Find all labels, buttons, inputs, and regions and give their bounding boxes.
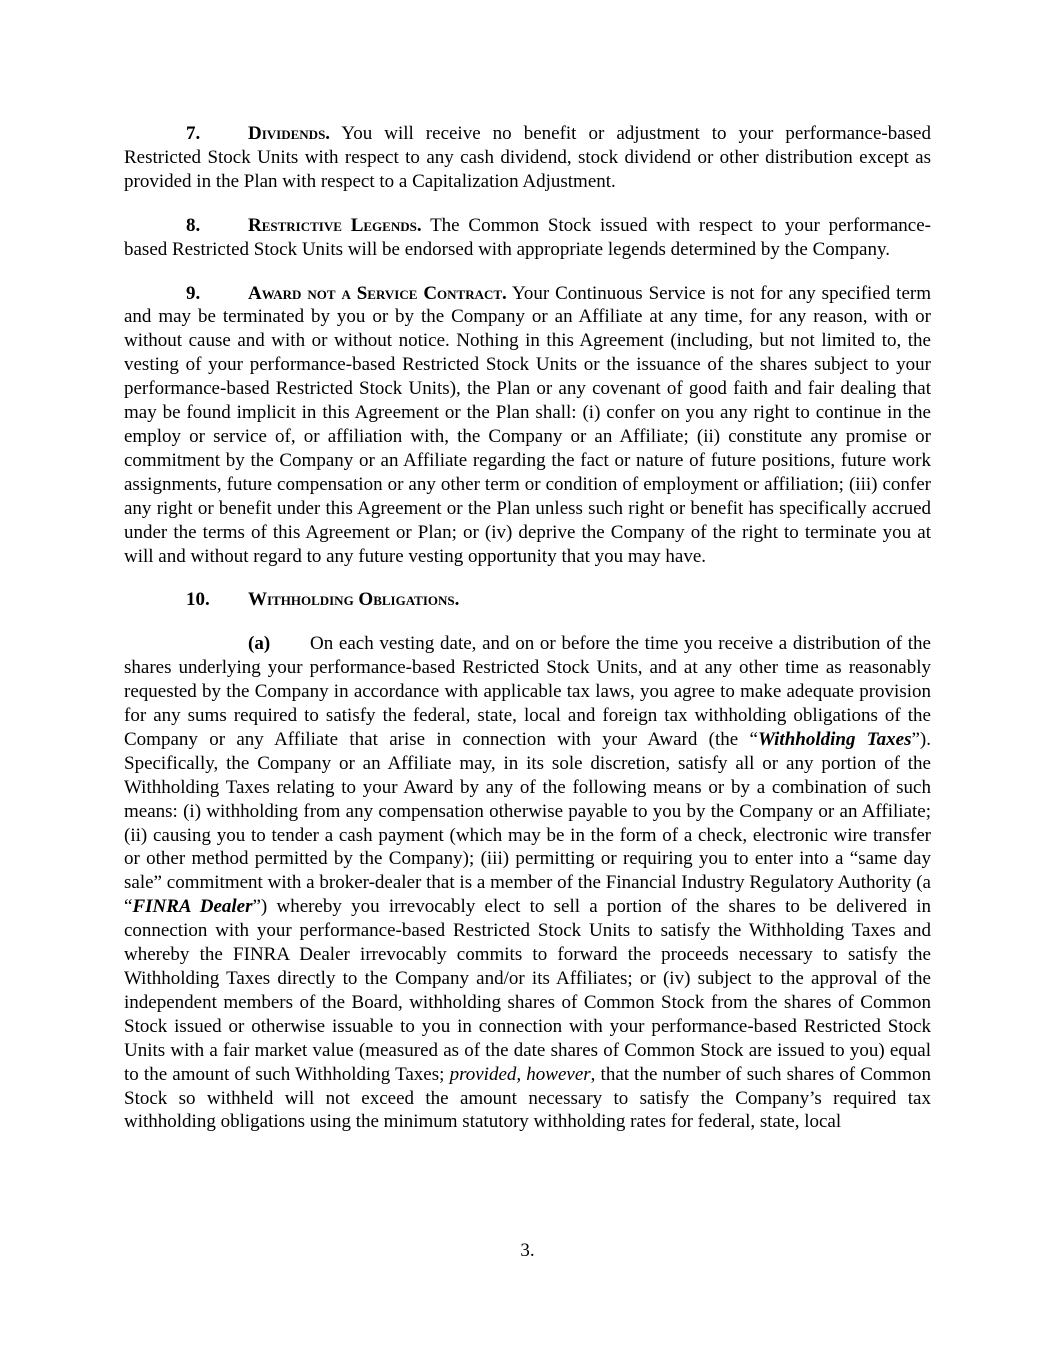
section-8-number: 8. [186,214,201,236]
section-7-text: You will receive no benefit or adjustment to your performance-based Restricted Stock Units with respect to any cash dividend, stock dividend or other distribution except as provided in the Plan with respect to a Capitalization Adjustment. [124,123,931,192]
section-10a-text-4: , that the number of such shares of Common Stock so withheld will not exceed the amount necessary to satisfy the Company’s required tax withholding obligations using the minimum statutory withholding rates for federal, state, local [124,1063,931,1133]
section-8-heading: Restrictive Legends. [248,214,422,236]
section-9-number: 9. [186,282,201,304]
section-9-text: Your Continuous Service is not for any specified term and may be terminated by you or by the Company or an Affiliate at any time, for any reason, with or without cause and with or without notice. Nothing in this Agreement (including, but not limited to, the vesting of your performance-based Restricted Stock Units or the issuance of the shares subject to your performance-based Restricted Stock Units), the Plan or any covenant of good faith and fair dealing that may be found implicit in this Agreement or the Plan shall: (i) confer on you any right to continue in the employ or service of, or affiliation with, the Company or an Affiliate; (ii) constitute any promise or commitment by the Company or an Affiliate regarding the fact or nature of future positions, future work assignments, future compensation or any other term or condition of employment or affiliation; (iii) confer any right or benefit under this Agreement or the Plan unless such right or benefit has specifically accrued under the terms of this Agreement or Plan; or (iv) deprive the Company of the right to terminate you at will and without regard to any future vesting opportunity that you may have. [124,282,931,567]
section-10a-text-2: ”). Specifically, the Company or an Affiliate may, in its sole discretion, satisfy all or any portion of the Withholding Taxes relating to your Award by any of the following means or by a combination of such means: (i) withholding from any compensation otherwise payable to you by the Company or an Affiliate; (ii) causing you to tender a cash payment (which may be in the form of a check, electronic wire transfer or other method permitted by the Company); (iii) permitting or requiring you to enter into a “same day sale” commitment with a broker-dealer that is a member of the Financial Industry Regulatory Authority (a “ [124,728,932,918]
section-10a [124,632,931,1134]
page-number: 3. [520,1240,535,1261]
section-8 [124,214,931,262]
defined-term-withholding-taxes: Withholding Taxes [757,728,912,750]
section-7-heading: Dividends. [248,123,331,144]
section-7 [124,122,931,194]
section-10a-text-1: On each vesting date, and on or before the time you receive a distribution of the shares underlying your performance-based Restricted Stock Units, and at any other time as reasonably requested by the Company in accordance with applicable tax laws, you agree to make adequate provision for any sums required to satisfy the federal, state, local and foreign tax withholding obligations of the Company or any Affiliate that arise in connection with your Award (the “ [124,633,931,750]
proviso-text: provided, however [449,1063,591,1085]
section-8-text: The Common Stock issued with respect to your performance-based Restricted Stock Units will be endorsed with appropriate legends determined by the Company. [124,214,931,260]
document-page [124,122,931,1154]
section-10a-text-3: ”) whereby you irrevocably elect to sell a portion of the shares to be delivered in connection with your performance-based Restricted Stock Units to satisfy the Withholding Taxes and whereby the FINRA Dealer irrevocably commits to forward the proceeds necessary to satisfy the Withholding Taxes directly to the Company and/or its Affiliates; or (iv) subject to the approval of the independent members of the Board, withholding shares of Common Stock from the shares of Common Stock issued or otherwise issuable to you in connection with your performance-based Restricted Stock Units with a fair market value (measured as of the date shares of Common Stock are issued to you) equal to the amount of such Withholding Taxes; [124,896,931,1085]
section-10-number: 10. [186,589,210,611]
section-7-number: 7. [186,123,201,144]
defined-term-finra-dealer: FINRA Dealer [132,896,253,918]
section-10-heading-line [124,588,931,612]
section-9 [124,282,931,569]
section-10-heading: Withholding Obligations. [248,589,460,611]
section-9-heading: Award not a Service Contract. [248,282,507,304]
section-10a-label: (a) [248,633,271,655]
